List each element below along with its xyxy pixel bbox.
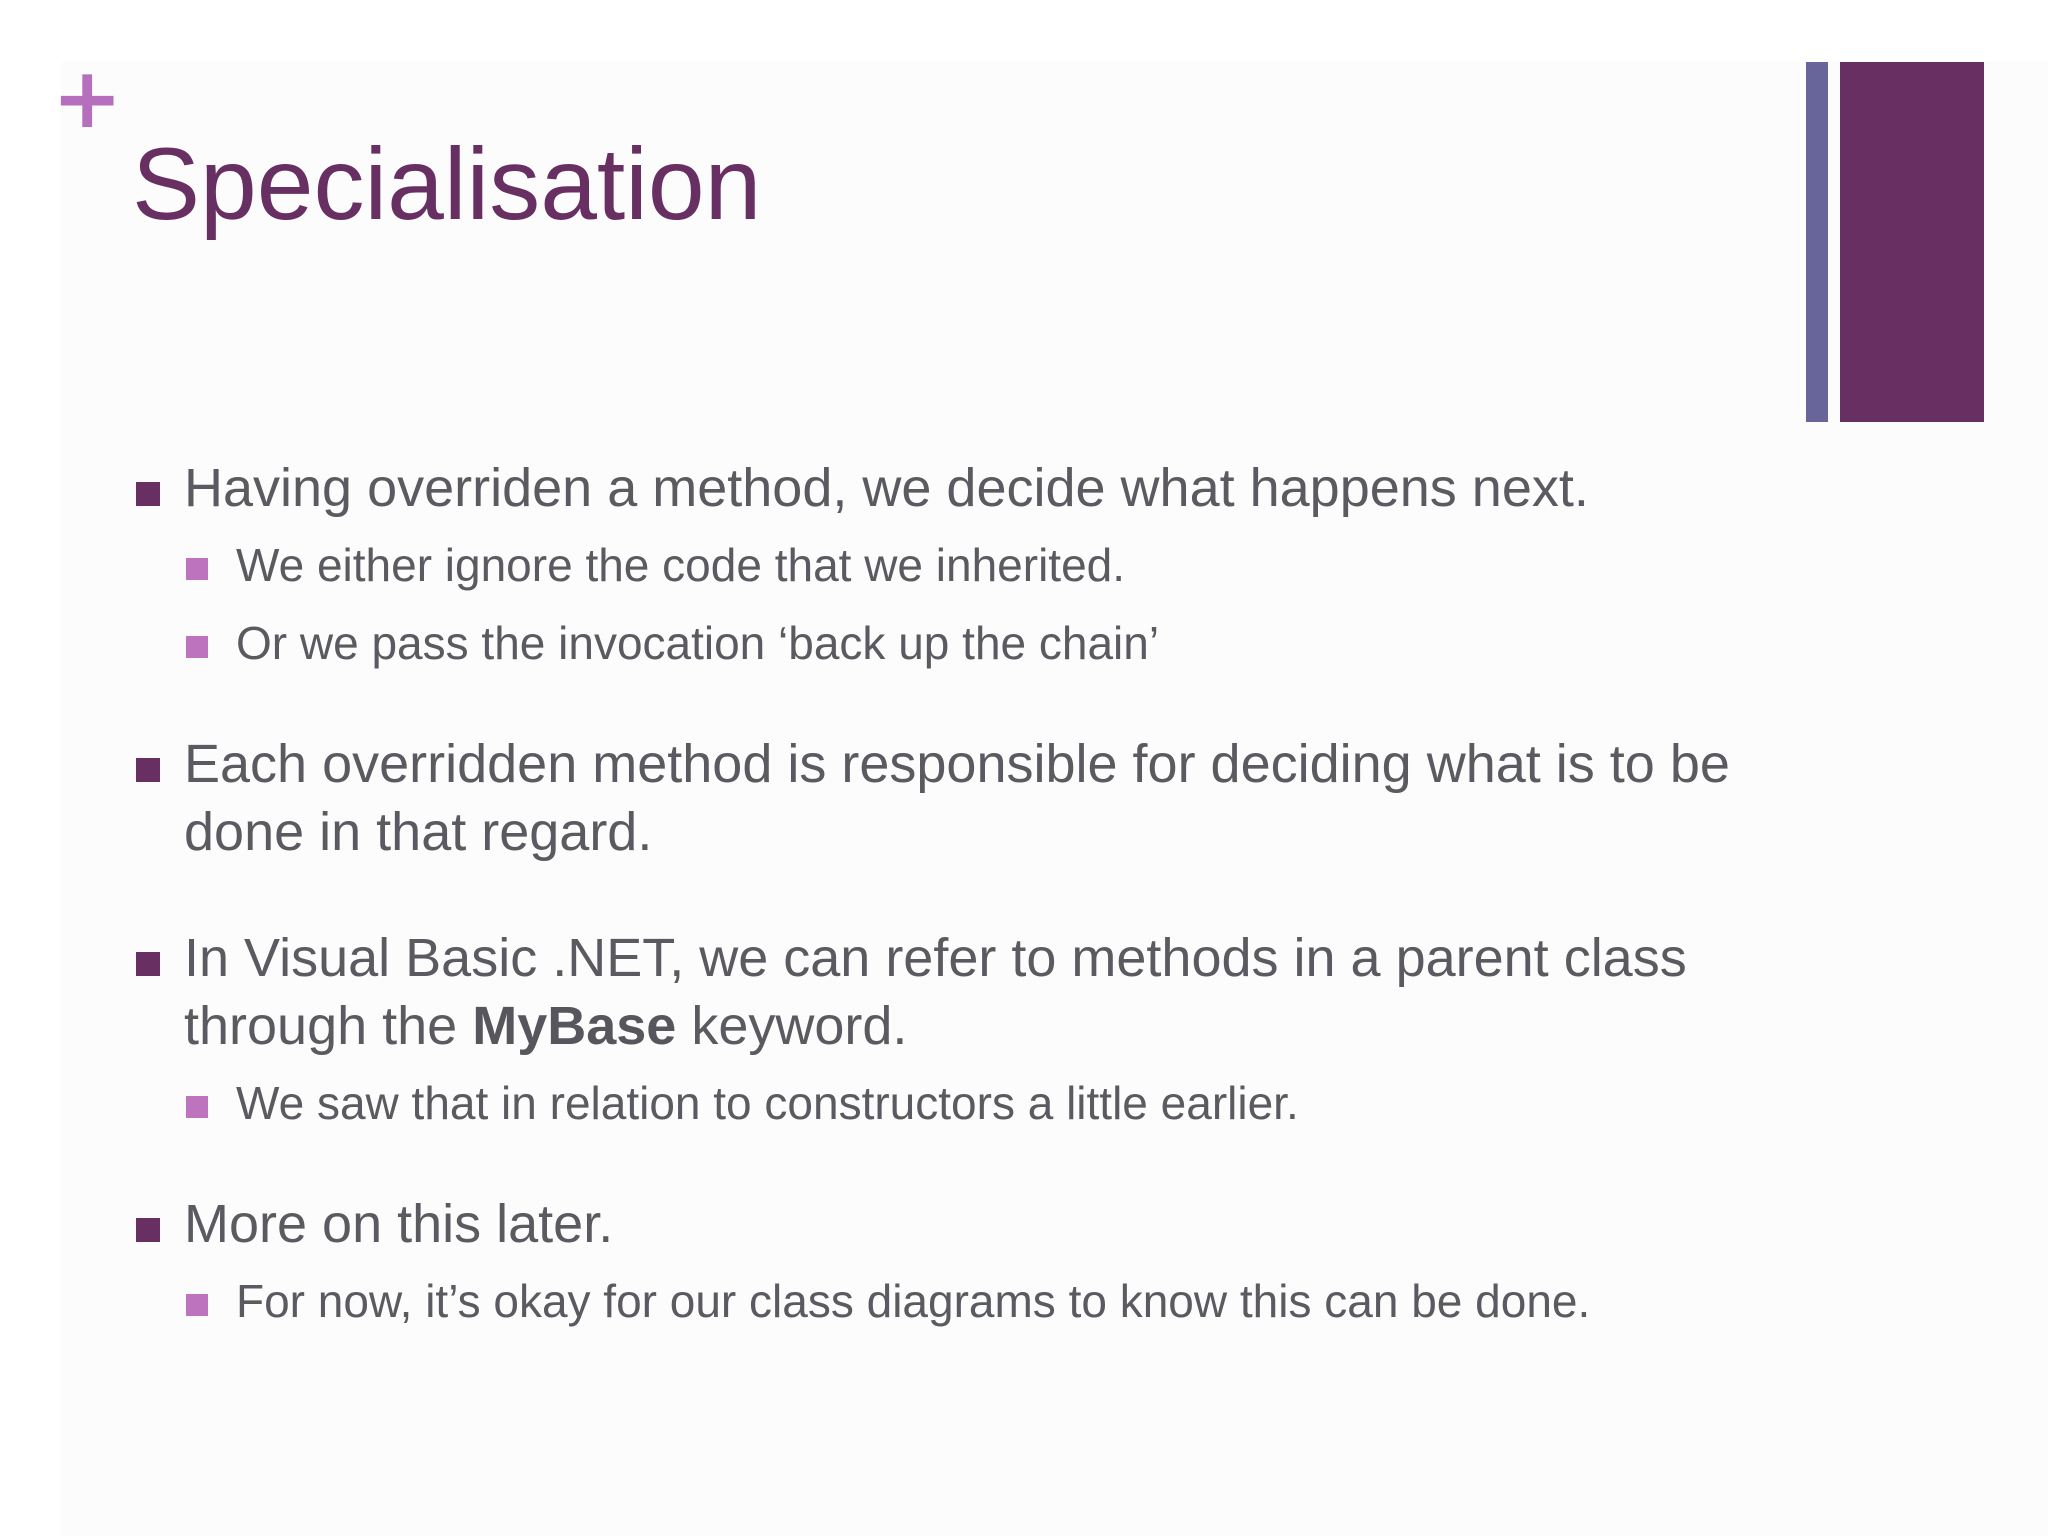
square-bullet-icon [186, 1096, 208, 1118]
square-bullet-icon [136, 482, 160, 506]
square-bullet-icon [186, 558, 208, 580]
sub-bullet-text: We either ignore the code that we inherited. [236, 539, 1126, 591]
bullet-item [132, 1190, 1792, 1258]
bullet-text: Each overridden method is responsible for deciding what is to be done in that regard. [184, 734, 1730, 862]
bullet-text-part: keyword. [676, 996, 908, 1056]
square-bullet-icon [136, 952, 160, 976]
bullet-text [184, 928, 1687, 1056]
sub-bullet-item [132, 1272, 1792, 1330]
sub-bullet-text: Or we pass the invocation ‘back up the chain’ [236, 617, 1160, 669]
square-bullet-icon [136, 758, 160, 782]
bullet-item [132, 730, 1792, 866]
bullet-text: Having overriden a method, we decide what happens next. [184, 458, 1589, 518]
accent-bar-thick [1840, 62, 1984, 422]
plus-icon: + [52, 49, 123, 147]
bullet-list [132, 454, 1792, 1330]
slide-title: Specialisation [132, 127, 762, 241]
square-bullet-icon [136, 1218, 160, 1242]
accent-bar-thin [1806, 62, 1828, 422]
sub-bullet-item [132, 1074, 1792, 1132]
bullet-item [132, 924, 1792, 1060]
sub-bullet-text: For now, it’s okay for our class diagrams to know this can be done. [236, 1275, 1591, 1327]
keyword-mybase: MyBase [472, 996, 677, 1056]
square-bullet-icon [186, 636, 208, 658]
sub-bullet-item [132, 536, 1792, 594]
bullet-text: More on this later. [184, 1194, 614, 1254]
sub-bullet-text: We saw that in relation to constructors a little earlier. [236, 1077, 1299, 1129]
bullet-text-part: In Visual Basic .NET, we can refer to methods in a parent class through the [184, 928, 1687, 1056]
bullet-item [132, 454, 1792, 522]
square-bullet-icon [186, 1294, 208, 1316]
sub-bullet-item [132, 614, 1792, 672]
